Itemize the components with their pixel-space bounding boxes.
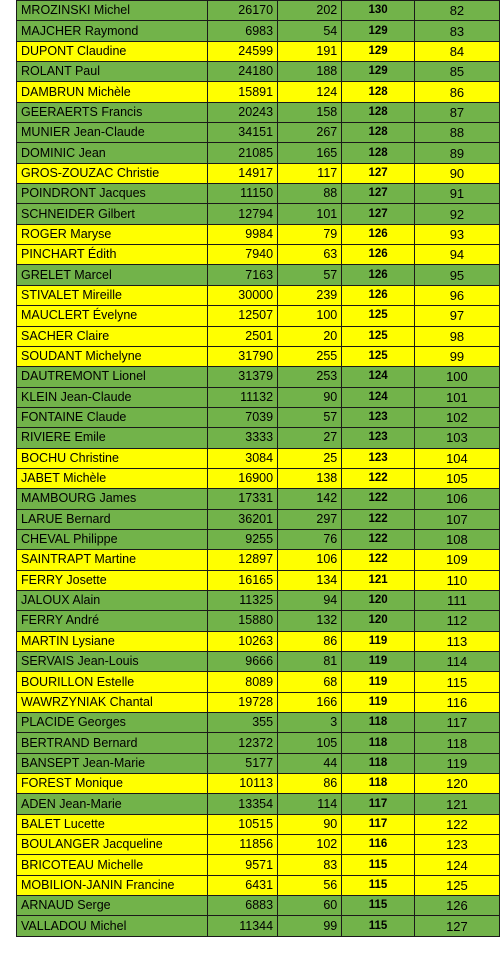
cell-name: ROLANT Paul [17, 62, 208, 82]
cell-name: FONTAINE Claude [17, 407, 208, 427]
cell-value-1: 17331 [208, 489, 278, 509]
table-row [17, 631, 500, 651]
cell-name: MUNIER Jean-Claude [17, 123, 208, 143]
cell-name: FOREST Monique [17, 774, 208, 794]
cell-rank: 117 [414, 713, 499, 733]
cell-name: FERRY Josette [17, 570, 208, 590]
cell-value-2: 297 [278, 509, 342, 529]
cell-name: WAWRZYNIAK Chantal [17, 692, 208, 712]
cell-name: MARTIN Lysiane [17, 631, 208, 651]
table-row [17, 21, 500, 41]
cell-rank: 99 [414, 346, 499, 366]
table-row [17, 326, 500, 346]
table-row [17, 611, 500, 631]
cell-value-2: 134 [278, 570, 342, 590]
cell-value-2: 165 [278, 143, 342, 163]
cell-rank: 94 [414, 245, 499, 265]
table-row [17, 245, 500, 265]
table-row [17, 428, 500, 448]
cell-value-2: 88 [278, 184, 342, 204]
cell-name: BOCHU Christine [17, 448, 208, 468]
cell-value-2: 86 [278, 631, 342, 651]
cell-name: DAMBRUN Michèle [17, 82, 208, 102]
cell-value-3: 128 [342, 143, 415, 163]
table-row [17, 123, 500, 143]
cell-value-2: 142 [278, 489, 342, 509]
cell-value-1: 11132 [208, 387, 278, 407]
cell-value-2: 106 [278, 550, 342, 570]
cell-rank: 107 [414, 509, 499, 529]
cell-rank: 90 [414, 163, 499, 183]
cell-rank: 119 [414, 753, 499, 773]
cell-value-3: 115 [342, 896, 415, 916]
cell-value-1: 9984 [208, 224, 278, 244]
cell-name: SAINTRAPT Martine [17, 550, 208, 570]
table-row [17, 753, 500, 773]
cell-rank: 91 [414, 184, 499, 204]
cell-rank: 118 [414, 733, 499, 753]
cell-value-2: 124 [278, 82, 342, 102]
cell-value-3: 119 [342, 652, 415, 672]
table-row [17, 855, 500, 875]
table-row [17, 102, 500, 122]
cell-value-1: 24180 [208, 62, 278, 82]
cell-name: BRICOTEAU Michelle [17, 855, 208, 875]
cell-value-2: 99 [278, 916, 342, 936]
cell-value-1: 16165 [208, 570, 278, 590]
table-row [17, 550, 500, 570]
cell-rank: 102 [414, 407, 499, 427]
cell-value-1: 11856 [208, 835, 278, 855]
cell-value-2: 81 [278, 652, 342, 672]
cell-value-2: 101 [278, 204, 342, 224]
cell-value-3: 116 [342, 835, 415, 855]
cell-value-3: 125 [342, 346, 415, 366]
cell-value-2: 3 [278, 713, 342, 733]
table-row [17, 1, 500, 21]
cell-value-3: 117 [342, 814, 415, 834]
cell-rank: 111 [414, 590, 499, 610]
table-row [17, 82, 500, 102]
cell-value-1: 12372 [208, 733, 278, 753]
cell-value-1: 3333 [208, 428, 278, 448]
cell-value-3: 122 [342, 550, 415, 570]
cell-value-2: 76 [278, 529, 342, 549]
cell-value-2: 158 [278, 102, 342, 122]
cell-value-3: 124 [342, 367, 415, 387]
cell-rank: 92 [414, 204, 499, 224]
cell-name: ARNAUD Serge [17, 896, 208, 916]
cell-value-1: 6983 [208, 21, 278, 41]
cell-rank: 127 [414, 916, 499, 936]
cell-value-1: 13354 [208, 794, 278, 814]
cell-name: DOMINIC Jean [17, 143, 208, 163]
cell-name: DUPONT Claudine [17, 41, 208, 61]
cell-rank: 84 [414, 41, 499, 61]
cell-value-3: 124 [342, 387, 415, 407]
cell-value-2: 102 [278, 835, 342, 855]
cell-value-2: 90 [278, 814, 342, 834]
cell-name: PLACIDE Georges [17, 713, 208, 733]
cell-name: JABET Michèle [17, 468, 208, 488]
cell-rank: 101 [414, 387, 499, 407]
table-row [17, 346, 500, 366]
cell-name: BOURILLON Estelle [17, 672, 208, 692]
cell-value-1: 8089 [208, 672, 278, 692]
cell-name: MAMBOURG James [17, 489, 208, 509]
cell-value-1: 10263 [208, 631, 278, 651]
table-row [17, 163, 500, 183]
table-row [17, 448, 500, 468]
cell-value-3: 129 [342, 21, 415, 41]
cell-value-3: 123 [342, 428, 415, 448]
cell-value-1: 3084 [208, 448, 278, 468]
cell-rank: 108 [414, 529, 499, 549]
cell-value-1: 7039 [208, 407, 278, 427]
cell-name: ROGER Maryse [17, 224, 208, 244]
cell-value-1: 26170 [208, 1, 278, 21]
cell-value-3: 115 [342, 875, 415, 895]
cell-value-2: 60 [278, 896, 342, 916]
cell-value-3: 115 [342, 855, 415, 875]
cell-value-1: 16900 [208, 468, 278, 488]
cell-value-1: 7940 [208, 245, 278, 265]
cell-name: GRELET Marcel [17, 265, 208, 285]
cell-value-2: 202 [278, 1, 342, 21]
cell-rank: 100 [414, 367, 499, 387]
cell-value-3: 122 [342, 529, 415, 549]
cell-name: SERVAIS Jean-Louis [17, 652, 208, 672]
cell-rank: 113 [414, 631, 499, 651]
cell-name: MAUCLERT Évelyne [17, 306, 208, 326]
table-row [17, 224, 500, 244]
cell-value-2: 188 [278, 62, 342, 82]
cell-value-1: 11325 [208, 590, 278, 610]
cell-value-2: 63 [278, 245, 342, 265]
cell-value-1: 12507 [208, 306, 278, 326]
cell-rank: 116 [414, 692, 499, 712]
cell-value-2: 138 [278, 468, 342, 488]
cell-rank: 110 [414, 570, 499, 590]
cell-value-1: 6431 [208, 875, 278, 895]
cell-name: BALET Lucette [17, 814, 208, 834]
cell-value-3: 119 [342, 672, 415, 692]
cell-value-1: 24599 [208, 41, 278, 61]
cell-name: STIVALET Mireille [17, 285, 208, 305]
cell-value-3: 128 [342, 123, 415, 143]
cell-value-1: 10113 [208, 774, 278, 794]
cell-value-1: 355 [208, 713, 278, 733]
table-row [17, 590, 500, 610]
cell-rank: 82 [414, 1, 499, 21]
cell-value-2: 191 [278, 41, 342, 61]
table-row [17, 774, 500, 794]
cell-rank: 86 [414, 82, 499, 102]
cell-value-2: 94 [278, 590, 342, 610]
cell-name: MOBILION-JANIN Francine [17, 875, 208, 895]
results-table-body [17, 1, 500, 937]
cell-value-1: 14917 [208, 163, 278, 183]
cell-value-3: 120 [342, 590, 415, 610]
cell-rank: 97 [414, 306, 499, 326]
cell-value-3: 117 [342, 794, 415, 814]
table-row [17, 509, 500, 529]
table-row [17, 184, 500, 204]
table-row [17, 652, 500, 672]
cell-rank: 98 [414, 326, 499, 346]
cell-value-1: 15880 [208, 611, 278, 631]
cell-name: POINDRONT Jacques [17, 184, 208, 204]
cell-value-2: 27 [278, 428, 342, 448]
cell-value-3: 125 [342, 326, 415, 346]
table-row [17, 62, 500, 82]
cell-rank: 125 [414, 875, 499, 895]
cell-value-2: 44 [278, 753, 342, 773]
cell-value-1: 9666 [208, 652, 278, 672]
cell-rank: 106 [414, 489, 499, 509]
cell-name: SOUDANT Michelyne [17, 346, 208, 366]
cell-name: VALLADOU Michel [17, 916, 208, 936]
cell-value-1: 12794 [208, 204, 278, 224]
table-row [17, 143, 500, 163]
table-row [17, 204, 500, 224]
table-row [17, 407, 500, 427]
cell-value-2: 68 [278, 672, 342, 692]
cell-value-2: 86 [278, 774, 342, 794]
table-row [17, 875, 500, 895]
cell-rank: 123 [414, 835, 499, 855]
table-row [17, 692, 500, 712]
cell-rank: 103 [414, 428, 499, 448]
cell-value-2: 253 [278, 367, 342, 387]
cell-value-2: 166 [278, 692, 342, 712]
cell-value-1: 6883 [208, 896, 278, 916]
cell-value-3: 122 [342, 468, 415, 488]
cell-name: FERRY André [17, 611, 208, 631]
cell-name: BERTRAND Bernard [17, 733, 208, 753]
cell-value-2: 267 [278, 123, 342, 143]
cell-value-2: 54 [278, 21, 342, 41]
cell-value-1: 20243 [208, 102, 278, 122]
cell-name: JALOUX Alain [17, 590, 208, 610]
cell-rank: 109 [414, 550, 499, 570]
table-row [17, 713, 500, 733]
table-row [17, 916, 500, 936]
cell-value-1: 15891 [208, 82, 278, 102]
cell-value-3: 122 [342, 509, 415, 529]
cell-value-3: 126 [342, 245, 415, 265]
table-row [17, 814, 500, 834]
cell-name: GEERAERTS Francis [17, 102, 208, 122]
cell-value-3: 129 [342, 41, 415, 61]
cell-value-3: 126 [342, 265, 415, 285]
cell-value-1: 34151 [208, 123, 278, 143]
cell-value-2: 105 [278, 733, 342, 753]
cell-rank: 83 [414, 21, 499, 41]
cell-value-1: 7163 [208, 265, 278, 285]
cell-value-3: 129 [342, 62, 415, 82]
table-row [17, 468, 500, 488]
cell-name: PINCHART Édith [17, 245, 208, 265]
cell-value-3: 127 [342, 184, 415, 204]
cell-value-3: 123 [342, 407, 415, 427]
cell-rank: 124 [414, 855, 499, 875]
cell-name: GROS-ZOUZAC Christie [17, 163, 208, 183]
cell-name: KLEIN Jean-Claude [17, 387, 208, 407]
cell-value-1: 19728 [208, 692, 278, 712]
table-row [17, 672, 500, 692]
cell-rank: 126 [414, 896, 499, 916]
cell-rank: 114 [414, 652, 499, 672]
cell-value-2: 90 [278, 387, 342, 407]
table-row [17, 835, 500, 855]
cell-value-3: 119 [342, 692, 415, 712]
cell-name: SACHER Claire [17, 326, 208, 346]
cell-rank: 95 [414, 265, 499, 285]
cell-value-3: 115 [342, 916, 415, 936]
cell-value-2: 20 [278, 326, 342, 346]
cell-rank: 105 [414, 468, 499, 488]
cell-value-1: 9571 [208, 855, 278, 875]
cell-value-3: 130 [342, 1, 415, 21]
cell-value-1: 31790 [208, 346, 278, 366]
cell-value-3: 118 [342, 733, 415, 753]
cell-value-2: 132 [278, 611, 342, 631]
cell-value-2: 239 [278, 285, 342, 305]
cell-value-2: 57 [278, 265, 342, 285]
cell-value-2: 83 [278, 855, 342, 875]
cell-name: MROZINSKI Michel [17, 1, 208, 21]
cell-value-1: 9255 [208, 529, 278, 549]
cell-value-1: 11150 [208, 184, 278, 204]
table-row [17, 733, 500, 753]
table-row [17, 367, 500, 387]
table-row [17, 285, 500, 305]
cell-name: SCHNEIDER Gilbert [17, 204, 208, 224]
cell-value-1: 12897 [208, 550, 278, 570]
cell-rank: 115 [414, 672, 499, 692]
table-row [17, 896, 500, 916]
cell-value-3: 128 [342, 82, 415, 102]
cell-value-3: 123 [342, 448, 415, 468]
cell-rank: 122 [414, 814, 499, 834]
cell-rank: 88 [414, 123, 499, 143]
cell-value-3: 121 [342, 570, 415, 590]
cell-rank: 96 [414, 285, 499, 305]
cell-name: BANSEPT Jean-Marie [17, 753, 208, 773]
cell-value-2: 79 [278, 224, 342, 244]
cell-value-1: 30000 [208, 285, 278, 305]
cell-value-2: 100 [278, 306, 342, 326]
cell-name: DAUTREMONT Lionel [17, 367, 208, 387]
cell-rank: 89 [414, 143, 499, 163]
cell-value-3: 118 [342, 713, 415, 733]
cell-value-3: 118 [342, 774, 415, 794]
cell-value-1: 2501 [208, 326, 278, 346]
cell-value-1: 10515 [208, 814, 278, 834]
cell-rank: 104 [414, 448, 499, 468]
cell-rank: 93 [414, 224, 499, 244]
cell-value-3: 125 [342, 306, 415, 326]
cell-name: LARUE Bernard [17, 509, 208, 529]
table-row [17, 387, 500, 407]
table-row [17, 794, 500, 814]
cell-rank: 112 [414, 611, 499, 631]
cell-name: CHEVAL Philippe [17, 529, 208, 549]
cell-rank: 120 [414, 774, 499, 794]
cell-value-3: 127 [342, 163, 415, 183]
table-row [17, 265, 500, 285]
cell-value-3: 127 [342, 204, 415, 224]
cell-name: ADEN Jean-Marie [17, 794, 208, 814]
cell-value-3: 118 [342, 753, 415, 773]
table-row [17, 529, 500, 549]
cell-rank: 85 [414, 62, 499, 82]
cell-value-1: 21085 [208, 143, 278, 163]
cell-value-1: 11344 [208, 916, 278, 936]
cell-rank: 87 [414, 102, 499, 122]
cell-name: RIVIERE Emile [17, 428, 208, 448]
cell-value-1: 5177 [208, 753, 278, 773]
cell-value-2: 25 [278, 448, 342, 468]
cell-value-3: 126 [342, 285, 415, 305]
cell-value-2: 57 [278, 407, 342, 427]
cell-name: BOULANGER Jacqueline [17, 835, 208, 855]
table-row [17, 41, 500, 61]
cell-value-3: 120 [342, 611, 415, 631]
cell-value-2: 117 [278, 163, 342, 183]
cell-value-1: 31379 [208, 367, 278, 387]
cell-value-1: 36201 [208, 509, 278, 529]
table-row [17, 570, 500, 590]
cell-name: MAJCHER Raymond [17, 21, 208, 41]
results-table [16, 0, 500, 937]
cell-value-3: 128 [342, 102, 415, 122]
table-row [17, 306, 500, 326]
cell-value-2: 255 [278, 346, 342, 366]
cell-value-2: 56 [278, 875, 342, 895]
cell-value-3: 126 [342, 224, 415, 244]
cell-value-3: 119 [342, 631, 415, 651]
table-row [17, 489, 500, 509]
cell-value-2: 114 [278, 794, 342, 814]
cell-rank: 121 [414, 794, 499, 814]
cell-value-3: 122 [342, 489, 415, 509]
